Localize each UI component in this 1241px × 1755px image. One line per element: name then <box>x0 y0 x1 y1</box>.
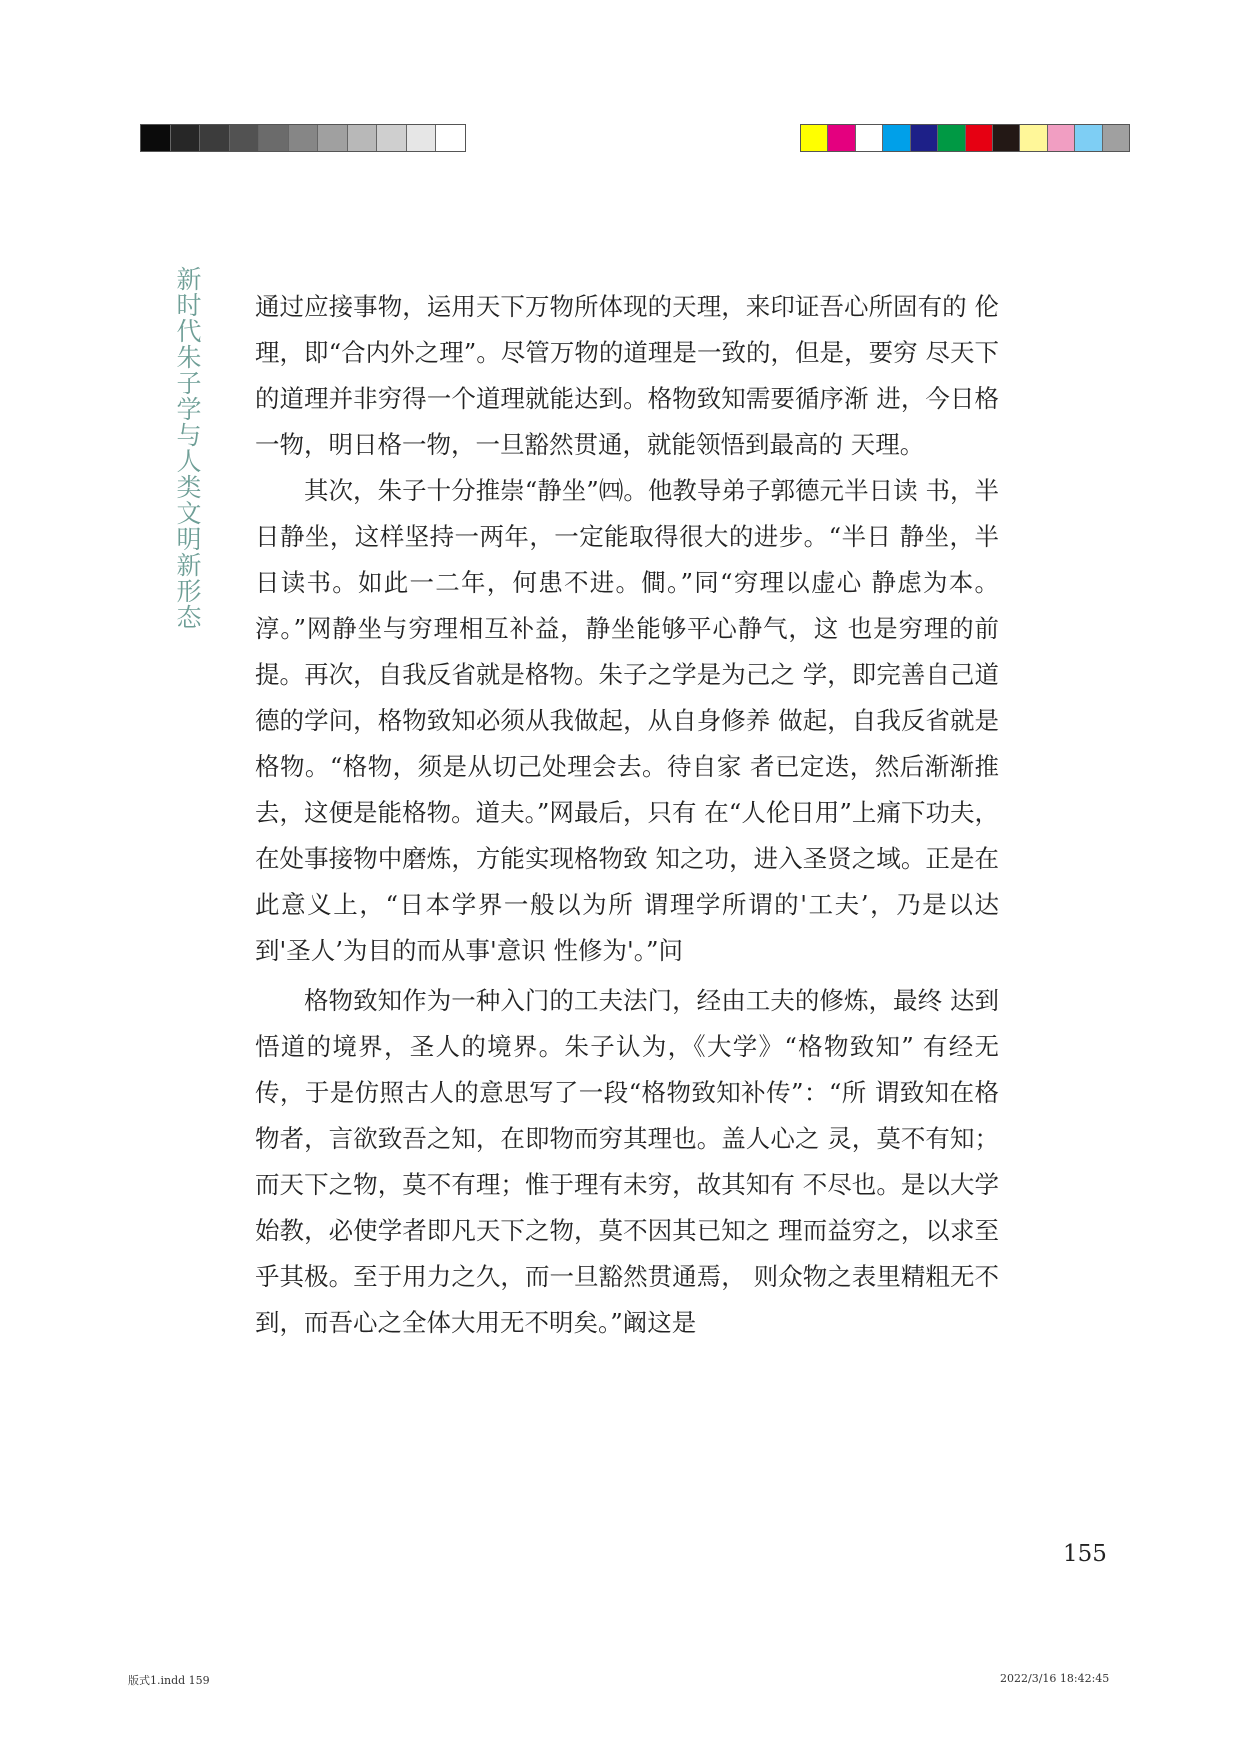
body-text <box>255 284 999 1346</box>
gray-swatch <box>318 125 348 151</box>
gray-swatch <box>171 125 201 151</box>
footer-filename: 版式1.indd 159 <box>128 1674 210 1687</box>
color-swatch <box>828 125 855 151</box>
gray-swatch <box>407 125 437 151</box>
gray-swatch <box>348 125 378 151</box>
gray-swatch <box>200 125 230 151</box>
color-swatch <box>1020 125 1047 151</box>
color-swatch <box>883 125 910 151</box>
gray-swatch <box>377 125 407 151</box>
color-swatch <box>1075 125 1102 151</box>
gray-swatch <box>436 125 465 151</box>
color-calibration-bar <box>800 124 1130 152</box>
paragraph-3: 格物致知作为一种入门的工夫法门，经由工夫的修炼，最终 达到悟道的境界，圣人的境界。朱子认为，《大学》“格物致知” 有经无传，于是仿照古人的意思写了一段“格物致知补传”：“所 谓致知在格物者，言欲致吾之知，在即物而穷其理也。盖人心之 灵，莫不有知；而天下之物，莫不有理；惟于理有未穷，故其知有 不尽也。是以大学始教，必使学者即凡天下之物，莫不因其已知之 理而益穷之，以求至乎其极。至于用力之久，而一旦豁然贯通焉， 则众物之表里精粗无不到，而吾心之全体大用无不明矣。”阚这是 <box>255 986 999 1337</box>
running-header-title: 新时代朱子学与人类文明新形态 <box>173 266 202 630</box>
gray-swatch <box>289 125 319 151</box>
color-swatch <box>1048 125 1075 151</box>
gray-swatch <box>230 125 260 151</box>
gray-swatch <box>141 125 171 151</box>
paragraph-1: 通过应接事物，运用天下万物所体现的天理，来印证吾心所固有的 伦理，即“合内外之理”。尽管万物的道理是一致的，但是，要穷 尽天下的道理并非穷得一个道理就能达到。格物致知需要循序渐 进，今日格一物，明日格一物，一旦豁然贯通，就能领悟到最高的 天理。 <box>255 292 999 459</box>
color-swatch <box>801 125 828 151</box>
color-swatch <box>993 125 1020 151</box>
color-swatch <box>966 125 993 151</box>
color-swatch <box>911 125 938 151</box>
color-swatch <box>856 125 883 151</box>
color-swatch <box>1103 125 1129 151</box>
paragraph-2: 其次，朱子十分推崇“静坐”㈣。他教导弟子郭德元半日读 书，半日静坐，这样坚持一两年，一定能取得很大的进步。“半日 静坐，半日读书。如此一二年，何患不进。僴。”同“穷理以虚心 静虑为本。淳。”网静坐与穷理相互补益，静坐能够平心静气，这 也是穷理的前提。再次，自我反省就是格物。朱子之学是为己之 学，即完善自己道德的学问，格物致知必须从我做起，从自身修养 做起，自我反省就是格物。“格物，须是从切己处理会去。待自家 者已定迭，然后渐渐推去，这便是能格物。道夫。”网最后，只有 在“人伦日用”上痛下功夫，在处事接物中磨炼，方能实现格物致 知之功，进入圣贤之域。正是在此意义上，“日本学界一般以为所 谓理学所谓的'工夫’，乃是以达到'圣人’为目的而从事'意识 性修为'。”问 <box>255 476 999 965</box>
gray-swatch <box>259 125 289 151</box>
footer-timestamp: 2022/3/16 18:42:45 <box>1000 1672 1110 1685</box>
color-swatch <box>938 125 965 151</box>
grayscale-calibration-bar <box>140 124 466 152</box>
page-number: 155 <box>1063 1541 1107 1567</box>
